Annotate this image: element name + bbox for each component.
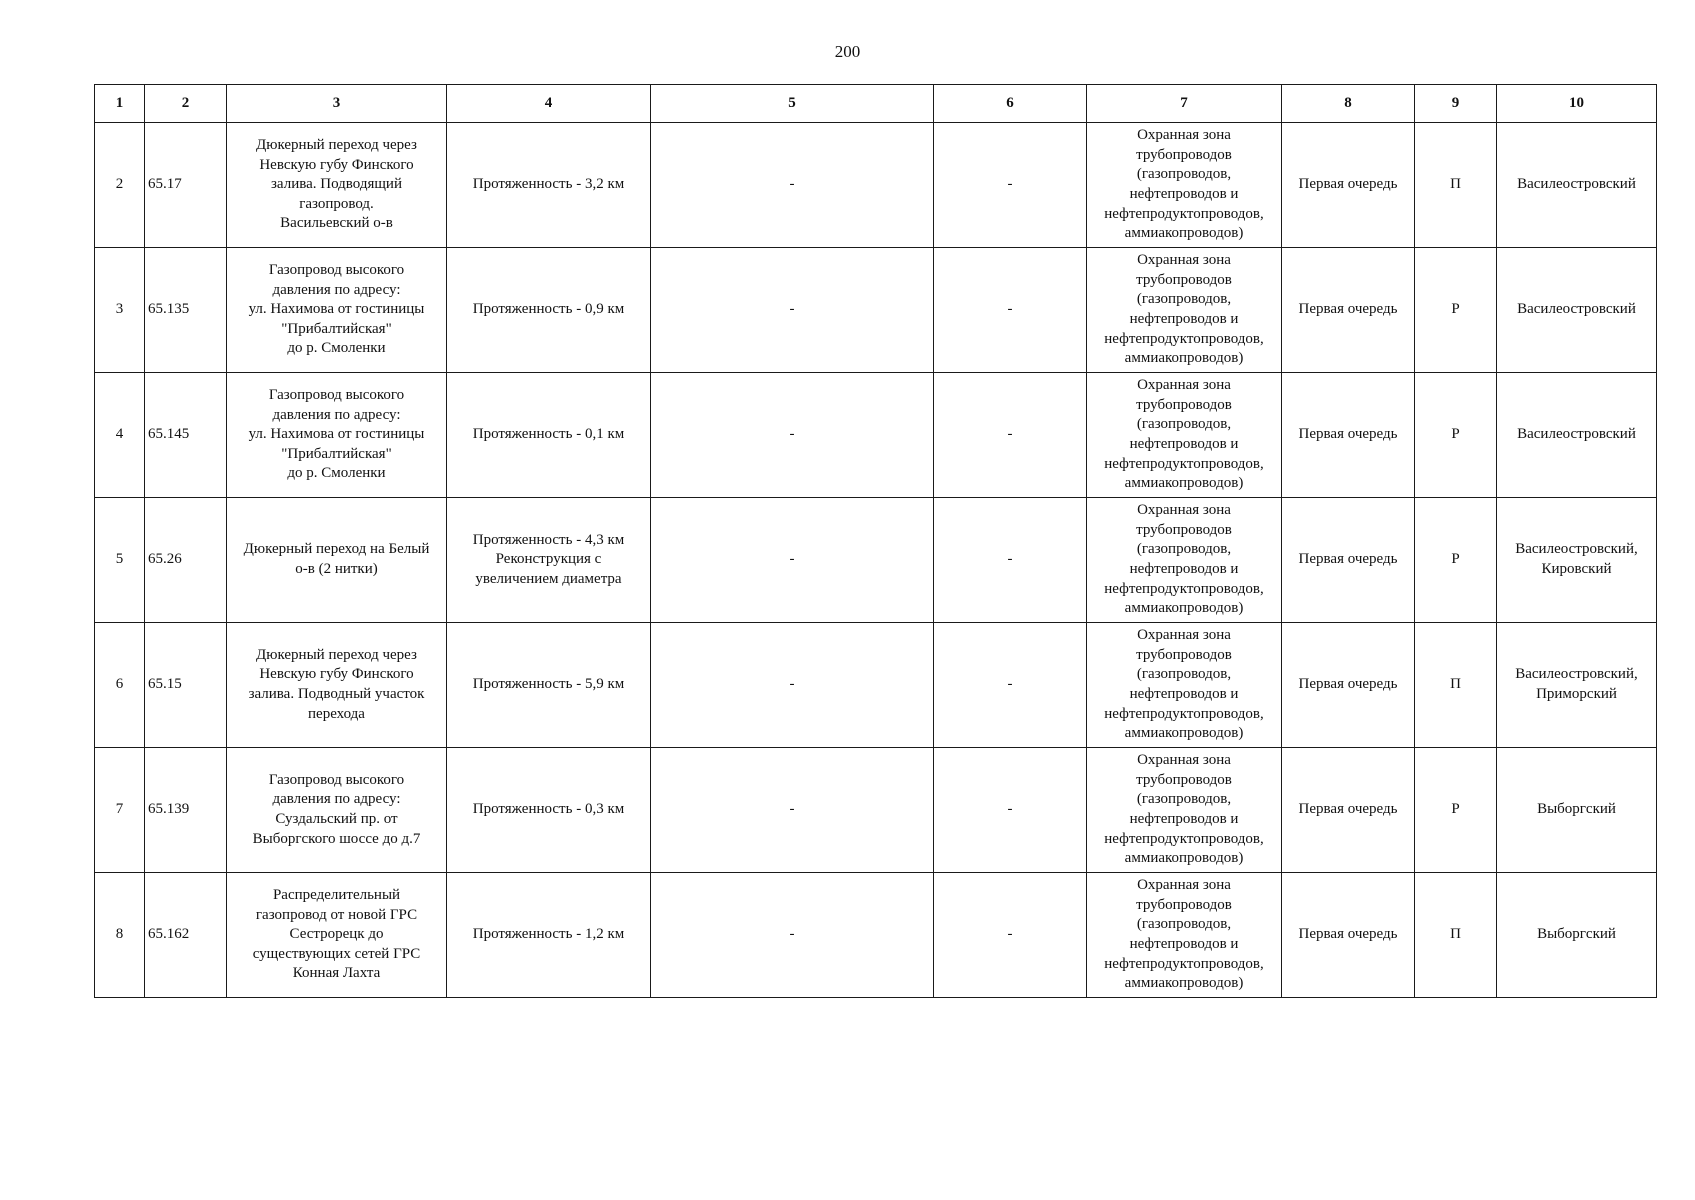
- object-name: Дюкерный переход через Невскую губу Финского залива. Подводный участок перехода: [227, 623, 447, 748]
- object-code: 65.135: [145, 248, 227, 373]
- construction-stage: Первая очередь: [1282, 373, 1415, 498]
- object-name: Дюкерный переход на Белый о-в (2 нитки): [227, 498, 447, 623]
- table-row: [95, 748, 1657, 873]
- protection-zone: Охранная зона трубопроводов (газопроводов, нефтепроводов и нефтепродуктопроводов, аммиакопроводов): [1087, 373, 1282, 498]
- object-parameters: Протяженность - 5,9 км: [447, 623, 651, 748]
- object-name: Газопровод высокого давления по адресу: Суздальский пр. от Выборгского шоссе до д.7: [227, 748, 447, 873]
- row-number: 6: [95, 623, 145, 748]
- column-header: 4: [447, 85, 651, 123]
- construction-stage: Первая очередь: [1282, 873, 1415, 998]
- object-name: Газопровод высокого давления по адресу: ул. Нахимова от гостиницы "Прибалтийская" до р. Смоленки: [227, 248, 447, 373]
- column-5-value: -: [651, 373, 934, 498]
- column-5-value: -: [651, 248, 934, 373]
- object-name: Газопровод высокого давления по адресу: ул. Нахимова от гостиницы "Прибалтийская" до р. Смоленки: [227, 373, 447, 498]
- column-6-value: -: [934, 123, 1087, 248]
- column-6-value: -: [934, 873, 1087, 998]
- object-parameters: Протяженность - 0,3 км: [447, 748, 651, 873]
- protection-zone: Охранная зона трубопроводов (газопроводов, нефтепроводов и нефтепродуктопроводов, аммиакопроводов): [1087, 498, 1282, 623]
- district: Василеостровский: [1497, 248, 1657, 373]
- status-code: П: [1415, 623, 1497, 748]
- construction-stage: Первая очередь: [1282, 248, 1415, 373]
- column-6-value: -: [934, 623, 1087, 748]
- district: Василеостровский, Кировский: [1497, 498, 1657, 623]
- district: Василеостровский: [1497, 123, 1657, 248]
- page-number: 200: [834, 42, 861, 61]
- protection-zone: Охранная зона трубопроводов (газопроводов, нефтепроводов и нефтепродуктопроводов, аммиакопроводов): [1087, 123, 1282, 248]
- construction-stage: Первая очередь: [1282, 623, 1415, 748]
- object-name: Распределительный газопровод от новой ГРС Сестрорецк до существующих сетей ГРС Конная Лахта: [227, 873, 447, 998]
- column-header: 7: [1087, 85, 1282, 123]
- object-parameters: Протяженность - 0,1 км: [447, 373, 651, 498]
- protection-zone: Охранная зона трубопроводов (газопроводов, нефтепроводов и нефтепродуктопроводов, аммиакопроводов): [1087, 748, 1282, 873]
- status-code: Р: [1415, 248, 1497, 373]
- table-row: [95, 248, 1657, 373]
- object-code: 65.162: [145, 873, 227, 998]
- object-name: Дюкерный переход через Невскую губу Финского залива. Подводящий газопровод. Васильевский о-в: [227, 123, 447, 248]
- column-5-value: -: [651, 748, 934, 873]
- district: Выборгский: [1497, 873, 1657, 998]
- construction-stage: Первая очередь: [1282, 123, 1415, 248]
- column-6-value: -: [934, 248, 1087, 373]
- column-6-value: -: [934, 373, 1087, 498]
- register-table: [94, 84, 1657, 998]
- table-row: [95, 873, 1657, 998]
- object-parameters: Протяженность - 3,2 км: [447, 123, 651, 248]
- object-parameters: Протяженность - 1,2 км: [447, 873, 651, 998]
- object-code: 65.17: [145, 123, 227, 248]
- object-parameters: Протяженность - 0,9 км: [447, 248, 651, 373]
- object-code: 65.26: [145, 498, 227, 623]
- construction-stage: Первая очередь: [1282, 498, 1415, 623]
- construction-stage: Первая очередь: [1282, 748, 1415, 873]
- district: Василеостровский, Приморский: [1497, 623, 1657, 748]
- column-header: 10: [1497, 85, 1657, 123]
- row-number: 2: [95, 123, 145, 248]
- column-header: 8: [1282, 85, 1415, 123]
- row-number: 5: [95, 498, 145, 623]
- column-header: 2: [145, 85, 227, 123]
- status-code: П: [1415, 123, 1497, 248]
- column-5-value: -: [651, 498, 934, 623]
- protection-zone: Охранная зона трубопроводов (газопроводов, нефтепроводов и нефтепродуктопроводов, аммиакопроводов): [1087, 248, 1282, 373]
- column-5-value: -: [651, 123, 934, 248]
- status-code: Р: [1415, 373, 1497, 498]
- object-code: 65.145: [145, 373, 227, 498]
- district: Выборгский: [1497, 748, 1657, 873]
- table-row: [95, 373, 1657, 498]
- status-code: П: [1415, 873, 1497, 998]
- district: Василеостровский: [1497, 373, 1657, 498]
- column-header: 1: [95, 85, 145, 123]
- protection-zone: Охранная зона трубопроводов (газопроводов, нефтепроводов и нефтепродуктопроводов, аммиакопроводов): [1087, 873, 1282, 998]
- status-code: Р: [1415, 498, 1497, 623]
- table-row: [95, 123, 1657, 248]
- column-6-value: -: [934, 748, 1087, 873]
- table-row: [95, 498, 1657, 623]
- object-code: 65.139: [145, 748, 227, 873]
- column-header: 9: [1415, 85, 1497, 123]
- row-number: 8: [95, 873, 145, 998]
- column-header: 5: [651, 85, 934, 123]
- column-6-value: -: [934, 498, 1087, 623]
- row-number: 3: [95, 248, 145, 373]
- row-number: 4: [95, 373, 145, 498]
- object-code: 65.15: [145, 623, 227, 748]
- header-row: [95, 85, 1657, 123]
- object-parameters: Протяженность - 4,3 км Реконструкция с увеличением диаметра: [447, 498, 651, 623]
- protection-zone: Охранная зона трубопроводов (газопроводов, нефтепроводов и нефтепродуктопроводов, аммиакопроводов): [1087, 623, 1282, 748]
- column-5-value: -: [651, 873, 934, 998]
- column-5-value: -: [651, 623, 934, 748]
- column-header: 3: [227, 85, 447, 123]
- column-header: 6: [934, 85, 1087, 123]
- row-number: 7: [95, 748, 145, 873]
- table-row: [95, 623, 1657, 748]
- status-code: Р: [1415, 748, 1497, 873]
